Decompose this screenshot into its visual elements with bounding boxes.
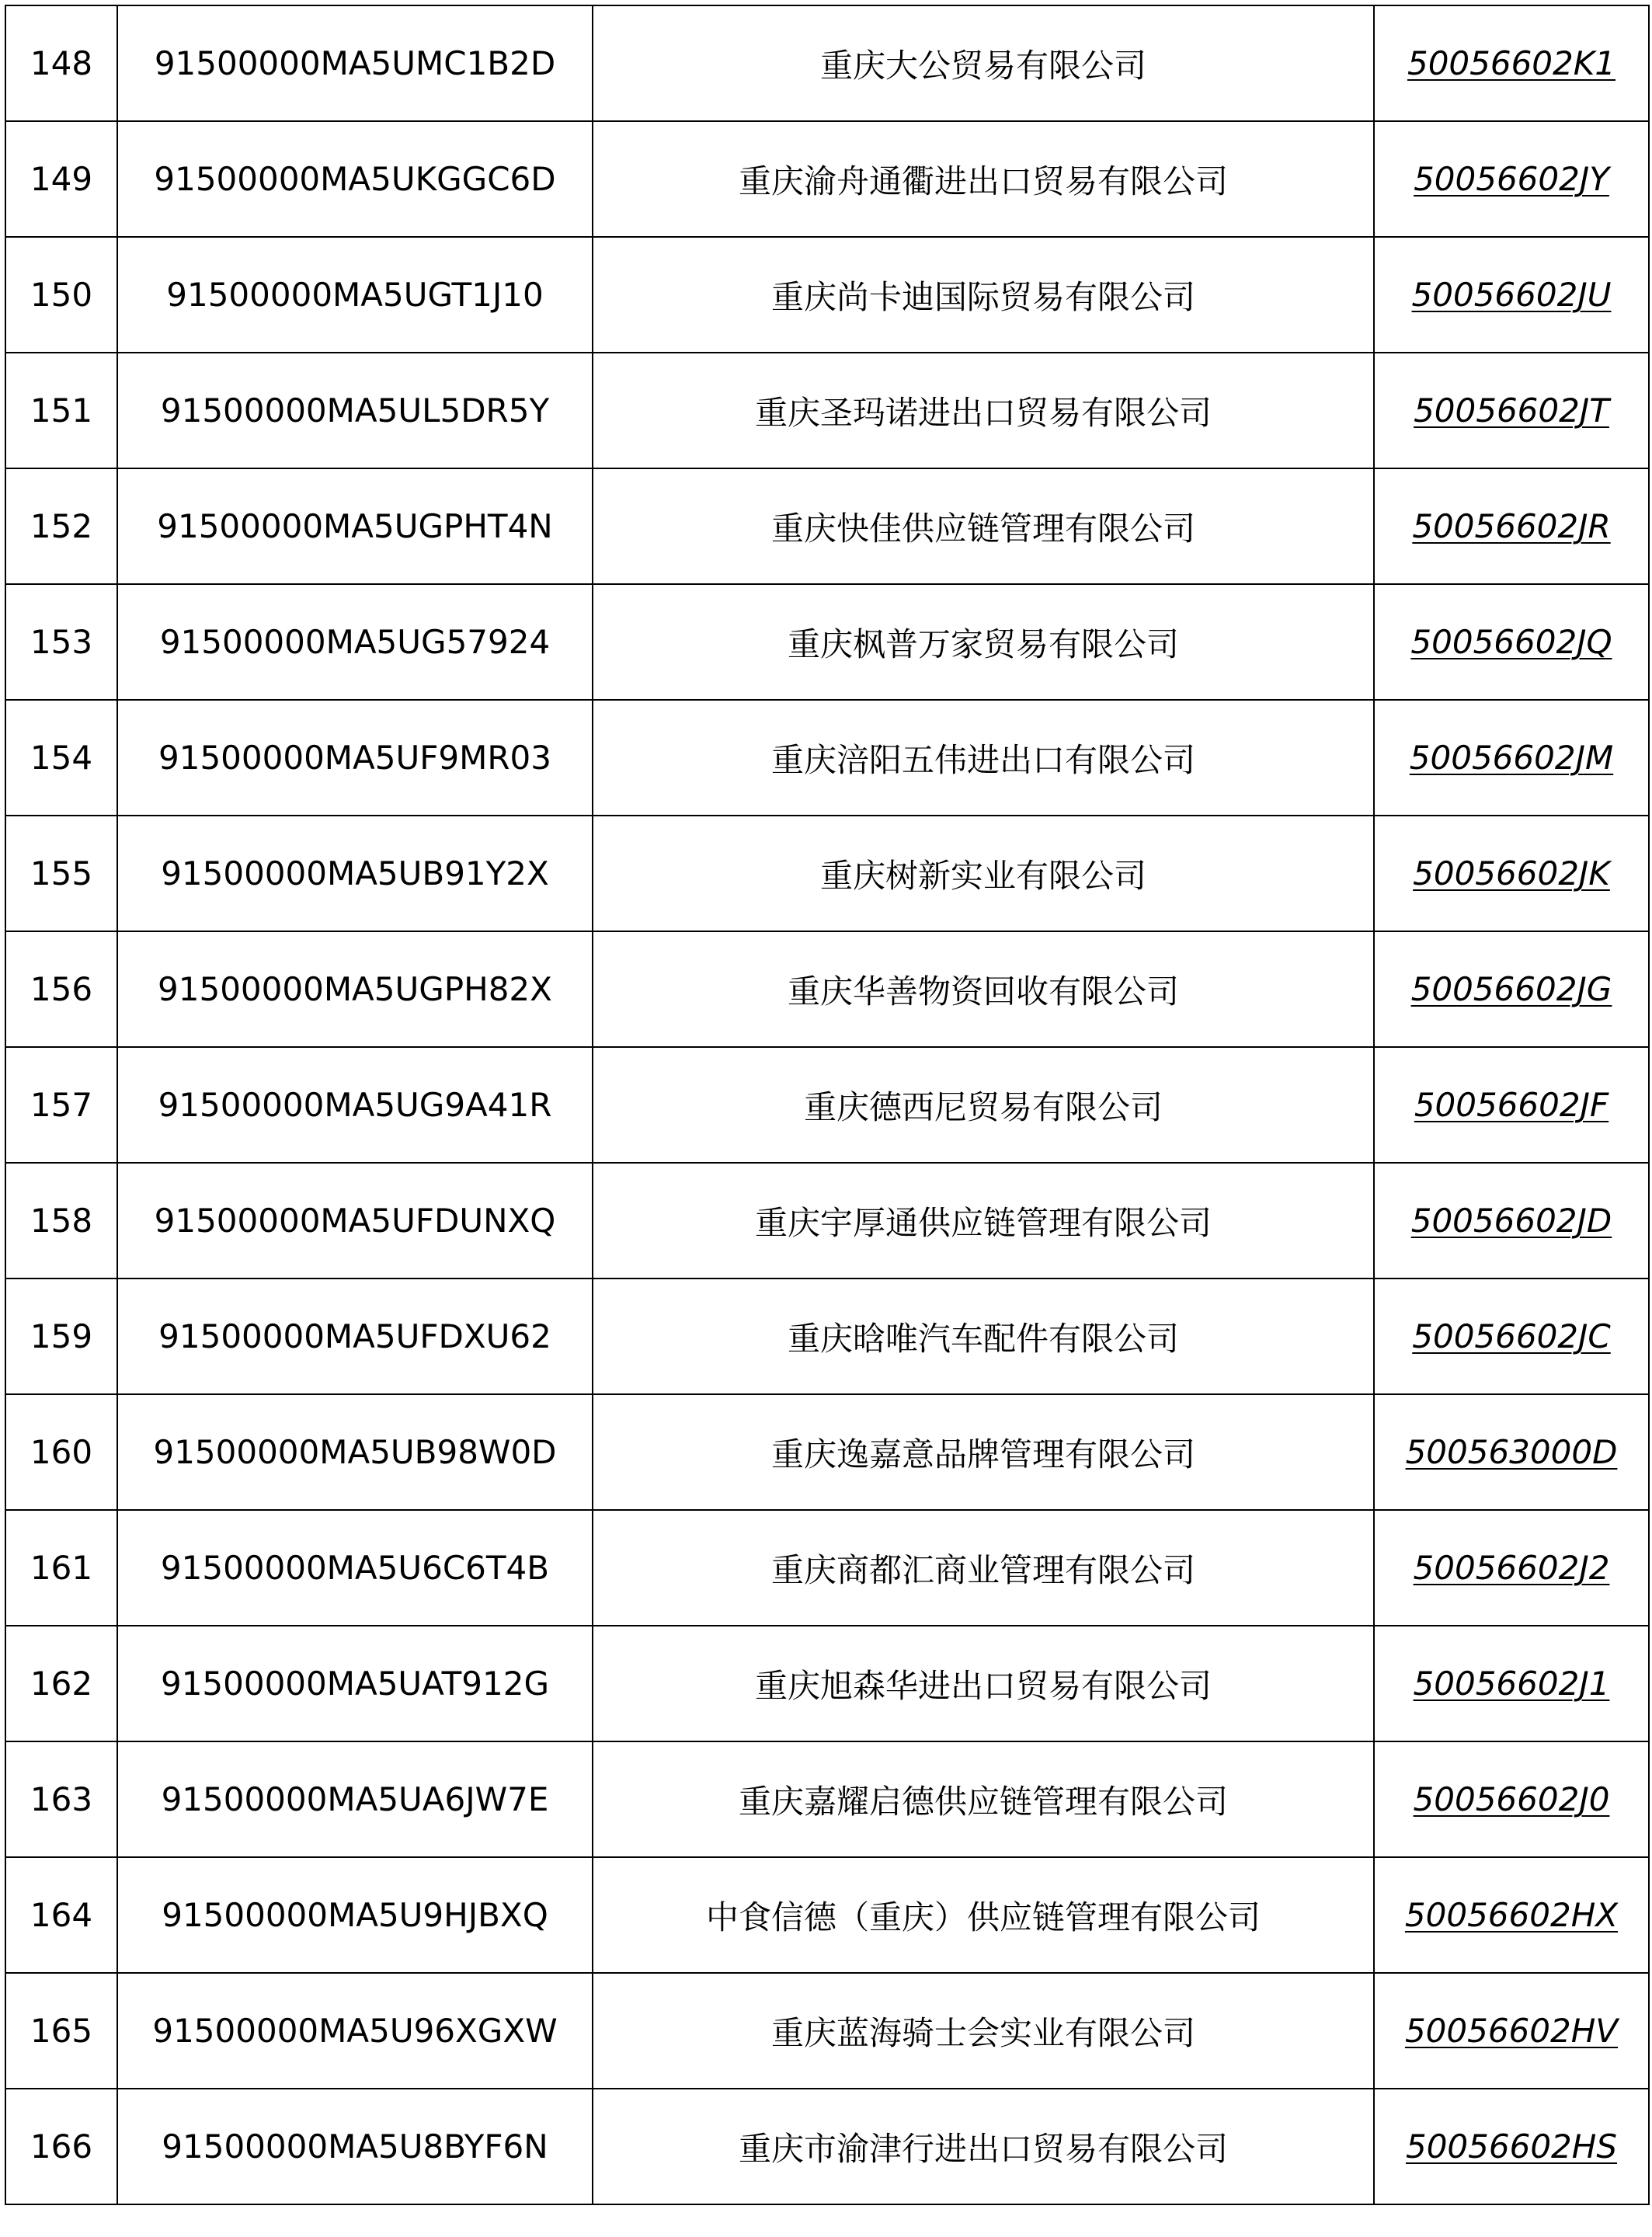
row-number: 160: [5, 1394, 117, 1510]
table-row: [5, 468, 1649, 584]
table-row: [5, 931, 1649, 1047]
company-name: 重庆德西尼贸易有限公司: [593, 1047, 1374, 1163]
customs-code: 50056602J1: [1413, 1665, 1610, 1703]
customs-code-cell: [1374, 1047, 1649, 1163]
customs-code: 50056602K1: [1407, 44, 1616, 82]
table-row: [5, 1510, 1649, 1626]
table-row: [5, 1047, 1649, 1163]
customs-code: 50056602JU: [1411, 276, 1612, 314]
company-name: 重庆枫普万家贸易有限公司: [593, 584, 1374, 700]
credit-code: 91500000MA5UAT912G: [117, 1626, 593, 1741]
customs-code: 50056602JC: [1412, 1317, 1611, 1355]
company-name: 重庆涪阳五伟进出口有限公司: [593, 700, 1374, 816]
company-name: 重庆大公贸易有限公司: [593, 5, 1374, 121]
customs-code-cell: [1374, 2089, 1649, 2204]
row-number: 151: [5, 353, 117, 468]
row-number: 164: [5, 1857, 117, 1973]
customs-code-cell: [1374, 700, 1649, 816]
customs-code: 50056602HX: [1404, 1896, 1619, 1934]
row-number: 165: [5, 1973, 117, 2089]
customs-code-cell: [1374, 931, 1649, 1047]
company-name: 重庆华善物资回收有限公司: [593, 931, 1374, 1047]
customs-code: 500563000D: [1405, 1433, 1618, 1471]
company-name: 重庆商都汇商业管理有限公司: [593, 1510, 1374, 1626]
company-name: 中食信德（重庆）供应链管理有限公司: [593, 1857, 1374, 1973]
row-number: 153: [5, 584, 117, 700]
table-row: [5, 2089, 1649, 2204]
customs-code: 50056602JF: [1414, 1086, 1609, 1124]
row-number: 154: [5, 700, 117, 816]
customs-code-cell: [1374, 816, 1649, 931]
credit-code: 91500000MA5UKGGC6D: [117, 121, 593, 237]
company-name: 重庆渝舟通衢进出口贸易有限公司: [593, 121, 1374, 237]
customs-code-cell: [1374, 1973, 1649, 2089]
credit-code: 91500000MA5UFDUNXQ: [117, 1163, 593, 1279]
customs-code-cell: [1374, 1857, 1649, 1973]
table-row: [5, 121, 1649, 237]
credit-code: 91500000MA5UGPHT4N: [117, 468, 593, 584]
credit-code: 91500000MA5UGPH82X: [117, 931, 593, 1047]
registration-table: [5, 5, 1650, 2205]
credit-code: 91500000MA5UB98W0D: [117, 1394, 593, 1510]
customs-code-cell: [1374, 121, 1649, 237]
credit-code: 91500000MA5U9HJBXQ: [117, 1857, 593, 1973]
credit-code: 91500000MA5UG9A41R: [117, 1047, 593, 1163]
customs-code: 50056602JY: [1414, 160, 1609, 198]
customs-code-cell: [1374, 1279, 1649, 1394]
table-row: [5, 1163, 1649, 1279]
customs-code-cell: [1374, 1394, 1649, 1510]
credit-code: 91500000MA5UA6JW7E: [117, 1741, 593, 1857]
company-name: 重庆旭森华进出口贸易有限公司: [593, 1626, 1374, 1741]
credit-code: 91500000MA5UFDXU62: [117, 1279, 593, 1394]
customs-code: 50056602JK: [1413, 854, 1610, 892]
row-number: 152: [5, 468, 117, 584]
table-row: [5, 353, 1649, 468]
row-number: 148: [5, 5, 117, 121]
row-number: 150: [5, 237, 117, 353]
company-name: 重庆快佳供应链管理有限公司: [593, 468, 1374, 584]
customs-code: 50056602HV: [1404, 2012, 1619, 2050]
table-row: [5, 1857, 1649, 1973]
customs-code-cell: [1374, 5, 1649, 121]
customs-code-cell: [1374, 1510, 1649, 1626]
credit-code: 91500000MA5UB91Y2X: [117, 816, 593, 931]
customs-code-cell: [1374, 353, 1649, 468]
table-row: [5, 584, 1649, 700]
company-name: 重庆晗唯汽车配件有限公司: [593, 1279, 1374, 1394]
credit-code: 91500000MA5UF9MR03: [117, 700, 593, 816]
table-row: [5, 1741, 1649, 1857]
customs-code-cell: [1374, 584, 1649, 700]
credit-code: 91500000MA5UL5DR5Y: [117, 353, 593, 468]
row-number: 159: [5, 1279, 117, 1394]
customs-code: 50056602JD: [1410, 1202, 1612, 1240]
customs-code: 50056602JG: [1410, 970, 1612, 1008]
table-row: [5, 700, 1649, 816]
customs-code-cell: [1374, 237, 1649, 353]
table-row: [5, 1394, 1649, 1510]
registration-table-body: [5, 5, 1649, 2204]
customs-code-cell: [1374, 1626, 1649, 1741]
row-number: 161: [5, 1510, 117, 1626]
row-number: 155: [5, 816, 117, 931]
customs-code: 50056602J2: [1413, 1549, 1610, 1587]
company-name: 重庆尚卡迪国际贸易有限公司: [593, 237, 1374, 353]
row-number: 158: [5, 1163, 117, 1279]
table-row: [5, 816, 1649, 931]
table-row: [5, 1626, 1649, 1741]
row-number: 157: [5, 1047, 117, 1163]
row-number: 162: [5, 1626, 117, 1741]
company-name: 重庆树新实业有限公司: [593, 816, 1374, 931]
credit-code: 91500000MA5UMC1B2D: [117, 5, 593, 121]
company-name: 重庆逸嘉意品牌管理有限公司: [593, 1394, 1374, 1510]
customs-code: 50056602JM: [1409, 739, 1614, 777]
company-name: 重庆市渝津行进出口贸易有限公司: [593, 2089, 1374, 2204]
credit-code: 91500000MA5UG57924: [117, 584, 593, 700]
customs-code: 50056602J0: [1413, 1780, 1610, 1818]
customs-code-cell: [1374, 468, 1649, 584]
row-number: 163: [5, 1741, 117, 1857]
row-number: 166: [5, 2089, 117, 2204]
customs-code: 50056602JQ: [1410, 623, 1612, 661]
row-number: 156: [5, 931, 117, 1047]
customs-code-cell: [1374, 1741, 1649, 1857]
credit-code: 91500000MA5U6C6T4B: [117, 1510, 593, 1626]
credit-code: 91500000MA5U8BYF6N: [117, 2089, 593, 2204]
customs-code: 50056602JT: [1414, 391, 1609, 430]
company-name: 重庆嘉耀启德供应链管理有限公司: [593, 1741, 1374, 1857]
table-row: [5, 1279, 1649, 1394]
company-name: 重庆圣玛诺进出口贸易有限公司: [593, 353, 1374, 468]
table-row: [5, 5, 1649, 121]
row-number: 149: [5, 121, 117, 237]
table-row: [5, 1973, 1649, 2089]
credit-code: 91500000MA5U96XGXW: [117, 1973, 593, 2089]
credit-code: 91500000MA5UGT1J10: [117, 237, 593, 353]
customs-code: 50056602HS: [1405, 2127, 1617, 2166]
customs-code-cell: [1374, 1163, 1649, 1279]
company-name: 重庆宇厚通供应链管理有限公司: [593, 1163, 1374, 1279]
company-name: 重庆蓝海骑士会实业有限公司: [593, 1973, 1374, 2089]
table-row: [5, 237, 1649, 353]
customs-code: 50056602JR: [1412, 507, 1611, 545]
